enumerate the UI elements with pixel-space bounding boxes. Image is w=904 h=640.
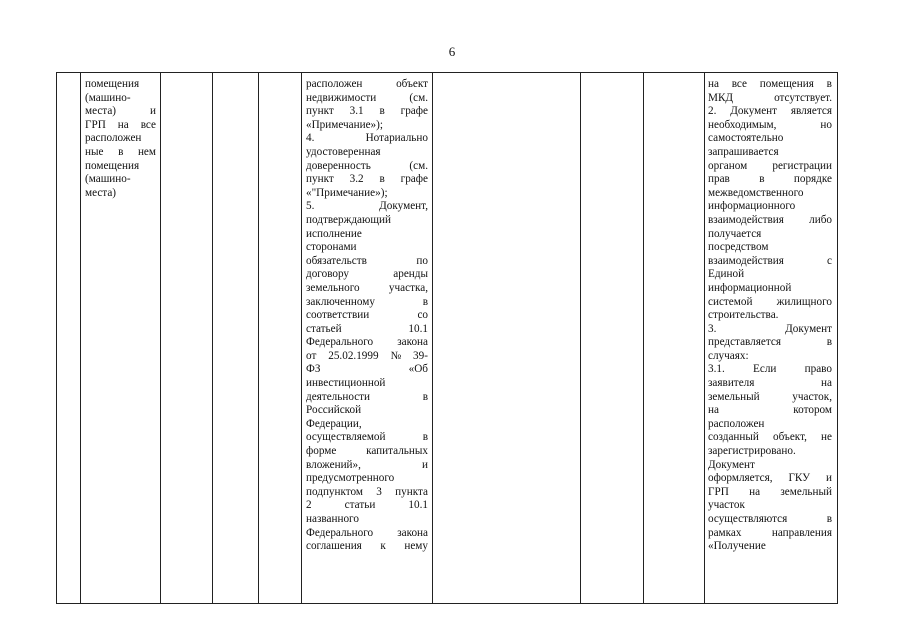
text-line: 2. Документ является [708,105,832,118]
text-line: подпунктом 3 пункта [306,485,428,498]
col-border-11 [837,72,838,604]
text-line: Федерации, [306,417,362,430]
cell-object-description [85,78,156,200]
text-line: ГРП на все [85,118,156,131]
col-border-9 [643,72,644,604]
text-line: пункт 3.2 в графе [306,173,428,186]
col-border-2 [80,72,81,604]
text-line: инвестиционной [306,377,386,390]
text-line: вложений», и [306,458,428,471]
text-line: на котором [708,404,832,417]
text-line: от 25.02.1999 № 39- [306,349,428,362]
text-line: созданный объект, не [708,431,832,444]
text-line: межведомственного [708,186,804,199]
text-line: заключенному в [306,295,428,308]
col-border-4 [212,72,213,604]
text-line: обязательств по [306,254,428,267]
text-line: Единой [708,268,745,281]
text-line: Российской [306,404,362,417]
text-line: статьей 10.1 [306,322,428,335]
text-line: оформляется, ГКУ и [708,472,832,485]
text-line: случаях: [708,349,749,362]
text-line: прав в порядке [708,173,832,186]
text-line: представляется в [708,336,832,349]
text-line: Федерального закона [306,336,428,349]
text-line: места) [85,186,117,199]
text-line: форме капитальных [306,445,428,458]
text-line: 2 статьи 10.1 [306,499,428,512]
table-top-border [56,72,838,73]
text-line: ные в нем [85,145,156,158]
text-line: взаимодействия с [708,254,832,267]
text-line: названного [306,513,359,525]
text-line: на все помещения в [708,78,832,90]
cell-notes [708,78,832,554]
text-line: исполнение [306,227,362,240]
text-line: расположен [85,132,142,145]
text-line: 3. Документ [708,322,832,335]
text-line: «"Примечание»); [306,186,388,199]
text-line: получается [708,227,762,240]
requirements-table [56,72,838,604]
text-line: информационной [708,281,792,294]
text-line: осуществляются в [708,513,832,525]
text-line: взаимодействия либо [708,213,832,226]
text-line: рамках направления [708,526,832,539]
page-number: 6 [448,44,456,59]
col-border-3 [160,72,161,604]
text-line: осуществляемой в [306,431,428,444]
text-line: предусмотренного [306,472,395,485]
text-line: соглашения к нему [306,540,428,553]
text-line: помещения [85,159,140,172]
cell-documents-list [306,78,428,554]
text-line: помещения [85,78,140,90]
text-line: подтверждающий [306,213,391,226]
text-line: 3.1. Если право [708,363,832,376]
text-line: строительства. [708,309,779,322]
col-border-6 [301,72,302,604]
text-line: удостоверенная [306,145,381,158]
text-line: договору аренды [306,268,428,281]
text-line: зарегистрировано. [708,445,796,458]
text-line: самостоятельно [708,132,784,145]
text-line: 4. Нотариально [306,132,428,145]
text-line: пункт 3.1 в графе [306,105,428,118]
col-border-10 [704,72,705,604]
text-line: участок [708,499,745,512]
text-line: ГРП на земельный [708,485,832,498]
text-line: ФЗ «Об [306,363,428,376]
text-line: необходимым, но [708,118,832,131]
text-line: земельный участок, [708,390,832,403]
col-border-1 [56,72,57,604]
text-line: органом регистрации [708,159,832,172]
text-line: системой жилищного [708,295,832,308]
text-line: недвижимости (см. [306,91,428,104]
text-line: расположен объект [306,78,428,90]
text-line: (машино- [85,91,131,104]
text-line: запрашивается [708,145,779,158]
text-line: земельного участка, [306,281,428,294]
col-border-7 [432,72,433,604]
text-line: соответствии со [306,309,428,322]
text-line: «Примечание»); [306,118,383,131]
text-line: 5. Документ, [306,200,428,213]
text-line: посредством [708,241,769,254]
table-bottom-border [56,603,838,604]
text-line: деятельности в [306,390,428,403]
text-line: «Получение [708,540,766,553]
text-line: Федерального закона [306,526,428,539]
text-line: МКД отсутствует. [708,91,832,104]
text-line: информационного [708,200,796,213]
text-line: (машино- [85,173,131,186]
text-line: заявителя на [708,377,832,390]
text-line: доверенность (см. [306,159,428,172]
col-border-5 [258,72,259,604]
text-line: места) и [85,105,156,118]
text-line: расположен [708,417,765,430]
text-line: Документ [708,458,755,471]
col-border-8 [580,72,581,604]
text-line: сторонами [306,241,357,254]
